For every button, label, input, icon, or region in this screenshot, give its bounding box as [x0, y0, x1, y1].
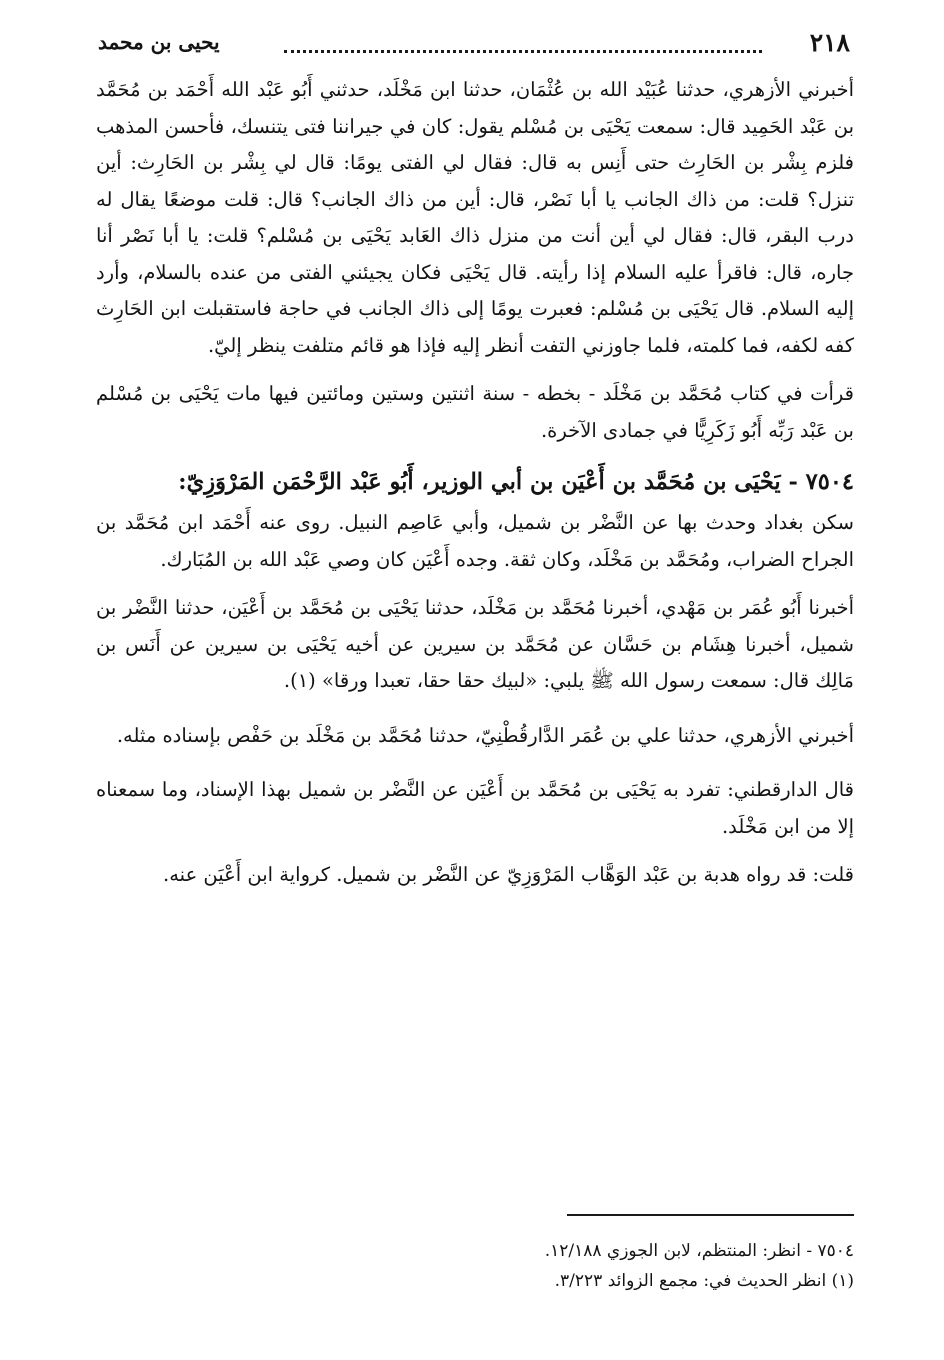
paragraph: سكن بغداد وحدث بها عن النَّضْر بن شميل، وأبي عَاصِم النبيل. روى عنه أَحْمَد ابن مُحَمَّد بن الجراح الضراب، ومُحَمَّد بن مَخْلَد، وكان ثقة. وجده أَعْيَن كان وصي عَبْد الله بن المُبَارك. — [96, 511, 854, 571]
paragraph: أخبرنا أَبُو عُمَر بن مَهْدي، أخبرنا مُحَمَّد بن مَخْلَد، حدثنا يَحْيَى بن مُحَمَّد بن أَعْيَن، حدثنا النَّضْر بن شميل، أخبرنا هِشَام بن حَسَّان عن مُحَمَّد بن سيرين عن أخيه يَحْيَى بن سيرين عن أَنَس بن مَالِك قال: سمعت رسول الله ﷺ يلبي: «لبيك حقا حقا، تعبدا ورقا» (١). — [96, 596, 854, 692]
page-number: ٢١٨ — [809, 28, 850, 57]
paragraph: قرأت في كتاب مُحَمَّد بن مَخْلَد - بخطه - سنة اثنتين وستين ومائتين فيها مات يَحْيَى بن مُسْلم بن عَبْد رَبِّه أَبُو زَكَرِيًّا في جمادى الآخرة. — [96, 382, 854, 442]
paragraph: أخبرني الأزهري، حدثنا عُبَيْد الله بن عُثْمَان، حدثنا ابن مَخْلَد، حدثني أَبُو عَبْد الله أَحْمَد بن مُحَمَّد بن عَبْد الحَمِيد قال: سمعت يَحْيَى بن مُسْلم يقول: كان في جيراننا فتى يتنسك، فأحسن المذهب فلزم بِشْر بن الحَارِث حتى أَنِس به قال: فقال لي الفتى يومًا: قال لي بِشْر بن الحَارِث: أين تنزل؟ قلت: من ذاك الجانب يا أبا نَصْر، قال: أين من ذاك الجانب؟ قال: قلت موضعًا يقال له درب البقر، قال: فقال لي أين أنت من منزل ذاك العَابد يَحْيَى بن مُسْلم؟ قلت: يا أبا نَصْر أنا جاره، قال: فاقرأ عليه السلام إذا رأيته. قال يَحْيَى فكان يجيئني الفتى من عنده بالسلام، وأرد إليه السلام. قال يَحْيَى بن مُسْلم: فعبرت يومًا إلى ذاك الجانب في حاجة فاستقبلت ابن الحَارِث كفه لكفه، فما كلمته، فلما جاوزني التفت أنظر إليه فإذا هو قائم متلفت ينظر إليّ. — [96, 78, 854, 357]
footnote: (١) انظر الحديث في: مجمع الزوائد ٣/٢٢٣. — [554, 1271, 854, 1291]
running-title: يحيى بن محمد — [98, 30, 220, 54]
page-body — [96, 72, 854, 894]
paragraph: قال الدارقطني: تفرد به يَحْيَى بن مُحَمَّد بن أَعْيَن عن النَّضْر بن شميل بهذا الإسناد، وما سمعناه إلا من ابن مَخْلَد. — [96, 778, 854, 838]
paragraph: أخبرني الأزهري، حدثنا علي بن عُمَر الدَّارقُطْنِيّ، حدثنا مُحَمَّد بن مَخْلَد بن حَفْص بإسناده مثله. — [116, 723, 854, 747]
footnote-separator — [567, 1214, 854, 1216]
footnote: ٧٥٠٤ - انظر: المنتظم، لابن الجوزي ١٢/١٨٨. — [544, 1241, 854, 1261]
footnotes — [96, 1236, 854, 1296]
page-header — [96, 28, 854, 68]
entry-heading: ٧٥٠٤ - يَحْيَى بن مُحَمَّد بن أَعْيَن بن أبي الوزير، أَبُو عَبْد الرَّحْمَن المَرْوَزِيّ: — [178, 469, 854, 495]
book-page — [96, 22, 854, 1322]
header-dotted-leader — [284, 50, 762, 53]
paragraph: قلت: قد رواه هدبة بن عَبْد الوَهَّاب المَرْوَزِيّ عن النَّضْر بن شميل. كرواية ابن أَعْيَن عنه. — [163, 863, 854, 886]
